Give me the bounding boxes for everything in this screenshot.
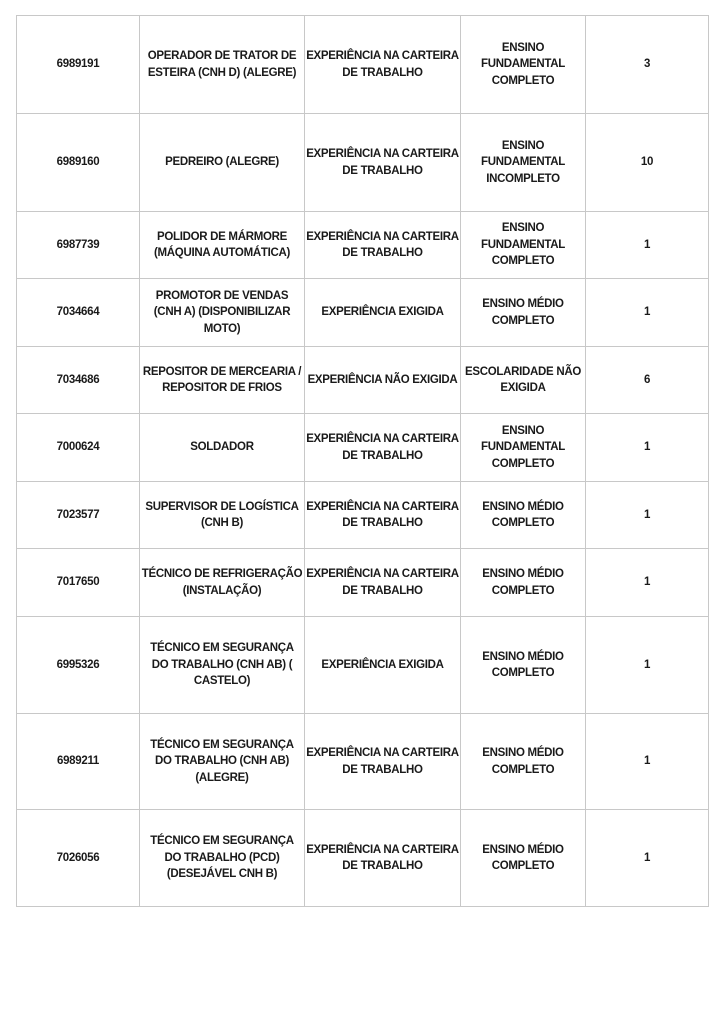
job-code-cell: 6989160 [17, 114, 140, 212]
vacancy-count-cell: 10 [586, 114, 709, 212]
experience-requirement-cell: EXPERIÊNCIA EXIGIDA [305, 617, 461, 714]
job-code-cell: 6987739 [17, 212, 140, 279]
vacancy-count-cell: 3 [586, 16, 709, 114]
education-requirement-cell: ENSINO MÉDIO COMPLETO [461, 482, 586, 549]
education-requirement-cell: ENSINO MÉDIO COMPLETO [461, 617, 586, 714]
education-requirement-cell: ENSINO MÉDIO COMPLETO [461, 810, 586, 907]
job-code-cell: 6989211 [17, 714, 140, 810]
job-vacancies-table [16, 15, 709, 907]
experience-requirement-cell: EXPERIÊNCIA NA CARTEIRA DE TRABALHO [305, 114, 461, 212]
table-row [17, 617, 709, 714]
education-requirement-cell: ESCOLARIDADE NÃO EXIGIDA [461, 347, 586, 414]
vacancy-count-cell: 1 [586, 212, 709, 279]
table-row [17, 810, 709, 907]
experience-requirement-cell: EXPERIÊNCIA EXIGIDA [305, 279, 461, 347]
job-title-cell: TÉCNICO EM SEGURANÇA DO TRABALHO (PCD) (DESEJÁVEL CNH B) [140, 810, 305, 907]
experience-requirement-cell: EXPERIÊNCIA NA CARTEIRA DE TRABALHO [305, 549, 461, 617]
education-requirement-cell: ENSINO FUNDAMENTAL INCOMPLETO [461, 114, 586, 212]
job-title-cell: TÉCNICO EM SEGURANÇA DO TRABALHO (CNH AB) (ALEGRE) [140, 714, 305, 810]
vacancy-count-cell: 1 [586, 617, 709, 714]
job-title-cell: TÉCNICO DE REFRIGERAÇÃO (INSTALAÇÃO) [140, 549, 305, 617]
experience-requirement-cell: EXPERIÊNCIA NA CARTEIRA DE TRABALHO [305, 714, 461, 810]
job-title-cell: OPERADOR DE TRATOR DE ESTEIRA (CNH D) (ALEGRE) [140, 16, 305, 114]
experience-requirement-cell: EXPERIÊNCIA NA CARTEIRA DE TRABALHO [305, 16, 461, 114]
vacancy-count-cell: 1 [586, 549, 709, 617]
job-code-cell: 7000624 [17, 414, 140, 482]
experience-requirement-cell: EXPERIÊNCIA NA CARTEIRA DE TRABALHO [305, 482, 461, 549]
job-code-cell: 6989191 [17, 16, 140, 114]
job-code-cell: 7026056 [17, 810, 140, 907]
education-requirement-cell: ENSINO MÉDIO COMPLETO [461, 549, 586, 617]
table-row [17, 482, 709, 549]
job-title-cell: SUPERVISOR DE LOGÍSTICA (CNH B) [140, 482, 305, 549]
vacancy-count-cell: 6 [586, 347, 709, 414]
job-title-cell: POLIDOR DE MÁRMORE (MÁQUINA AUTOMÁTICA) [140, 212, 305, 279]
education-requirement-cell: ENSINO FUNDAMENTAL COMPLETO [461, 16, 586, 114]
job-title-cell: PEDREIRO (ALEGRE) [140, 114, 305, 212]
table-row [17, 414, 709, 482]
job-title-cell: PROMOTOR DE VENDAS (CNH A) (DISPONIBILIZAR MOTO) [140, 279, 305, 347]
table-row [17, 212, 709, 279]
experience-requirement-cell: EXPERIÊNCIA NA CARTEIRA DE TRABALHO [305, 810, 461, 907]
table-row [17, 549, 709, 617]
vacancy-count-cell: 1 [586, 482, 709, 549]
table-row [17, 279, 709, 347]
job-title-cell: SOLDADOR [140, 414, 305, 482]
job-title-cell: TÉCNICO EM SEGURANÇA DO TRABALHO (CNH AB) ( CASTELO) [140, 617, 305, 714]
vacancy-count-cell: 1 [586, 714, 709, 810]
job-code-cell: 6995326 [17, 617, 140, 714]
experience-requirement-cell: EXPERIÊNCIA NA CARTEIRA DE TRABALHO [305, 414, 461, 482]
vacancy-count-cell: 1 [586, 810, 709, 907]
job-title-cell: REPOSITOR DE MERCEARIA / REPOSITOR DE FRIOS [140, 347, 305, 414]
vacancy-count-cell: 1 [586, 279, 709, 347]
table-row [17, 347, 709, 414]
job-code-cell: 7034686 [17, 347, 140, 414]
experience-requirement-cell: EXPERIÊNCIA NA CARTEIRA DE TRABALHO [305, 212, 461, 279]
vacancy-count-cell: 1 [586, 414, 709, 482]
job-code-cell: 7017650 [17, 549, 140, 617]
table-row [17, 714, 709, 810]
table-row [17, 16, 709, 114]
job-code-cell: 7034664 [17, 279, 140, 347]
education-requirement-cell: ENSINO FUNDAMENTAL COMPLETO [461, 212, 586, 279]
education-requirement-cell: ENSINO FUNDAMENTAL COMPLETO [461, 414, 586, 482]
job-code-cell: 7023577 [17, 482, 140, 549]
experience-requirement-cell: EXPERIÊNCIA NÃO EXIGIDA [305, 347, 461, 414]
education-requirement-cell: ENSINO MÉDIO COMPLETO [461, 714, 586, 810]
education-requirement-cell: ENSINO MÉDIO COMPLETO [461, 279, 586, 347]
table-row [17, 114, 709, 212]
